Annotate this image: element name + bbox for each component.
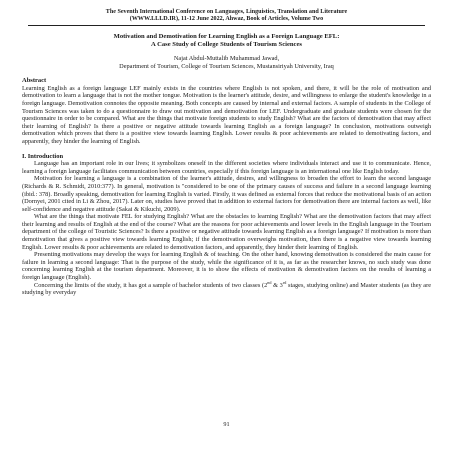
paper-title-line-2: A Case Study of College Students of Tourism Sciences (151, 41, 302, 49)
paper-title-line-1: Motivation and Demotivation for Learning English as a Foreign Language EFL: (113, 33, 340, 41)
conference-header-line-2: (WWW.LLLD.IR), 11-12 June 2022, Ahwaz, Book of Articles, Volume Two (129, 16, 324, 23)
conference-header (28, 9, 425, 26)
abstract-heading: Abstract (22, 77, 47, 85)
paper-title (22, 33, 431, 49)
author-affiliation: Department of Tourism, College of Tourism Sciences, Mustansiriyah University, Iraq (119, 62, 334, 70)
superscript-rd: rd (282, 279, 287, 285)
author-name: Najat Abdul-Muttalib Muhammad Jawad, (173, 55, 280, 62)
intro-paragraph-4: Presenting motivations may develop the ways for learning English & of teaching. On the other hand, knowing demotivation is considered the main cause for failure in learning a second language: That is the purpose of the study, while the significance of it is, as far as the researcher knows, no such study was done concerning learning English at the tourism department. Moreover, it is to show the effects of motivation & demotivation factors on the results of learning a foreign language (English). (22, 251, 431, 282)
intro-paragraph-5-part-c: stages, studying online) and Master students (as they are studying by everyday (22, 281, 431, 297)
intro-paragraph-5-part-b: & 3 (271, 281, 283, 289)
intro-paragraph-3: What are the things that motivate FEL for studying English? What are the obstacles to learning English? What are the demotivation factors that may affect their learning and results of English at the end of the course? What are the reasons for poor achievements and lower levels in the English language in the Tourism department of the college of Touristic Sciences? Is there a positive or negative attitude towards learning English as a foreign language? If motivation is more than demotivation that gives a positive view towards learning English; if the demotivation overweighs motivation, then there is a negative view towards learning English. Lower results & poor achievements are related to demotivation factors, and apparently, they hinder their learning of English. (22, 213, 431, 251)
conference-header-line-1: The Seventh International Conference on Languages, Linguistics, Translation and Literature (105, 9, 348, 15)
page-number: 91 (223, 421, 230, 428)
intro-paragraph-2: Motivation for learning a language is a combination of the learner's attitude, desires, and willingness to broaden the effort to learn the second language (Richards & R. Schmidt, 2010:377). In general, motivation is "considered to be one of the primary causes of success and failure in a second language learning (ibid.: 378). Broadly speaking, demotivation for learning English is varied. Firstly, it was defined as external forces that reduce the motivational basis of an action (Dornyei, 2001 cited in Li & Zhou, 2017). Later on, studies have proved that in addition to external factors for demotivation there are internal factors as well, like self-confidence and negative attitude (Sakai & Kikuchi, 2009). (22, 175, 431, 213)
intro-paragraph-5-part-a: Concerning the limits of the study, it has got a sample of bachelor students of two classes (2 (34, 281, 268, 289)
introduction-heading: I. Introduction (22, 152, 64, 160)
intro-paragraph-1: Language has an important role in our lives; it symbolizes oneself in the different societies where individuals interact and use it to communicate. Hence, learning a foreign language facilitates communication between countries, especially if this foreign language is an international one like English today. (22, 160, 431, 175)
intro-paragraph-5 (22, 279, 431, 297)
superscript-nd: nd (267, 279, 272, 285)
abstract-text: Learning English as a foreign language LEF mainly exists in the countries where English is not spoken, and there, it will be the role of motivation and demotivation to learn a language that is not the mother tongue. Motivation is the learner's attitude, desire, and willingness to enlarge the student's knowledge in a foreign language. Demotivation connotes the opposite meaning. Both concepts are caused by internal and external factors. A sample of students in the College of Tourism Sciences was taken to do a questionnaire to draw out motivation and demotivation for LEF. Undergraduate and graduate students were chosen for the questionnaire in order to be compared. What are the things that motivate foreign students to study English? What are the factors of demotivation that may affect their learning of English? Is there a positive or negative attitude towards learning English as a foreign language? In conclusion, motivations outweigh demotivation which proves that there is a positive view towards learning English. Lower results & poor achievements are related to demotivating factors, and apparently, they hinder the learning of English. (22, 84, 431, 145)
